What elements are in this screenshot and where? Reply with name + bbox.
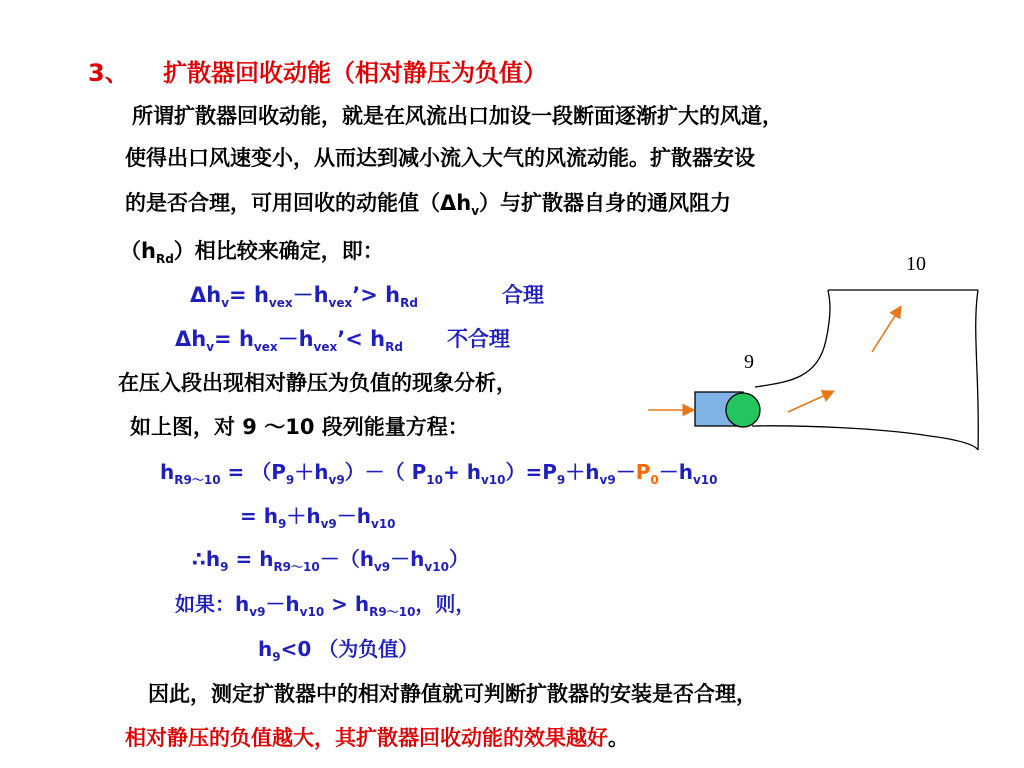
label-section-10: 10	[906, 253, 926, 275]
diffuser-lower-wall	[752, 426, 978, 450]
para1-line3: 的是否合理，可用回收的动能值$(\Delta h_v)$与扩散器自身的通风阻力	[125, 191, 732, 219]
para2-line2: 如上图，对 9 ～10 段列能量方程：	[130, 415, 469, 439]
conclusion-line2: 相对静压的负值越大，其扩散器回收动能的效果越好。	[125, 726, 629, 750]
section-number: 3、	[88, 59, 129, 87]
para2-line1: 在压入段出现相对静压为负值的现象分析，	[118, 371, 517, 395]
outlet-arrow	[788, 392, 832, 412]
verdict-unreasonable: 不合理	[446, 327, 510, 351]
equation-line3: $\therefore h_9 = h_{R9\sim 10}-(h_{v9}-h_{v10})$	[192, 547, 469, 574]
para1-line4: $(h_{Rd})$相比较来确定，即：	[120, 239, 384, 267]
para1-line2: 使得出口风速变小，从而达到减小流入大气的风流动能。扩散器安设	[125, 146, 755, 170]
diffuser-upper-wall	[755, 290, 830, 387]
condition-line: 如果：$h_{v9}-h_{v10} > h_{R9\sim 10}$，则，	[175, 592, 476, 619]
result-line: $h_9<0$ （为负值）	[258, 637, 419, 664]
energy-equation: $h_{R9\sim 10} = (P_9+h_{v9})-$（ $P_{10}+ h_{v10})=P_9+h_{v9}-P_0-h_{v10}$	[160, 460, 718, 487]
verdict-reasonable: 合理	[501, 283, 544, 307]
para1-line1: 所谓扩散器回收动能，就是在风流出口加设一段断面逐渐扩大的风道，	[132, 104, 783, 128]
formula-reasonable: $\Delta h_v=$ $h_{vex}-h_{vex}’> h_{Rd}$ 合理	[190, 283, 544, 311]
diffuser-arrow	[872, 308, 900, 352]
label-section-9: 9	[744, 351, 754, 373]
diffuser-right-wall	[976, 290, 979, 450]
formula-unreasonable: $\Delta h_v=$ $h_{vex}-h_{vex}’< h_{Rd}$ 不合理	[175, 327, 510, 355]
section-9-ball	[726, 393, 760, 427]
section-title	[88, 58, 547, 88]
diffuser-diagram	[640, 250, 1000, 450]
conclusion-highlight: 相对静压的负值越大，其扩散器回收动能的效果越好	[125, 726, 608, 750]
equation-line2: = $h_9+h_{v9}-h_{v10}$	[240, 504, 396, 531]
conclusion-line1: 因此，测定扩散器中的相对静值就可判断扩散器的安装是否合理，	[148, 682, 757, 706]
section-title-text: 扩散器回收动能（相对静压为负值）	[163, 59, 548, 87]
